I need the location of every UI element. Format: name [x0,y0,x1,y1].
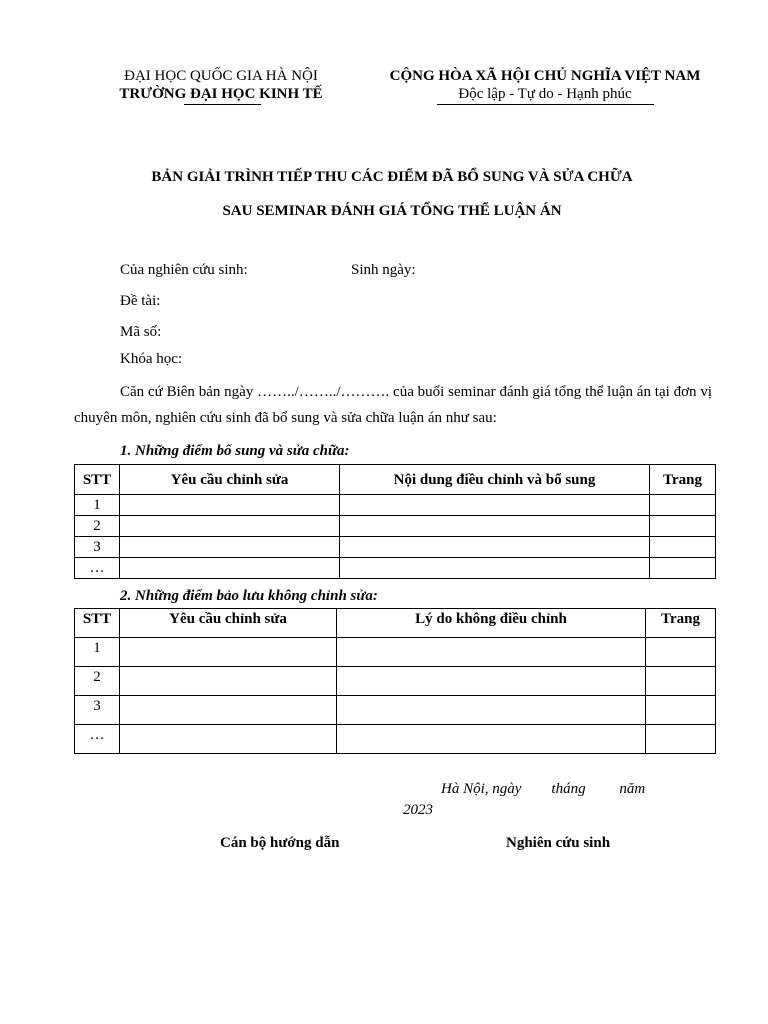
topic-label: Đề tài: [120,293,161,309]
page-cell[interactable] [650,516,716,537]
motto-underline [437,104,654,105]
request-cell[interactable] [120,537,340,558]
request-cell[interactable] [120,495,340,516]
reason-cell[interactable] [337,725,646,754]
table-row [75,725,716,754]
row-number: 1 [75,495,120,516]
university-name: ĐẠI HỌC QUỐC GIA HÀ NỘI [124,68,318,84]
course-label: Khóa học: [120,351,183,367]
request-cell[interactable] [120,558,340,579]
table-header-row [75,609,716,638]
reason-cell[interactable] [337,696,646,725]
code-label: Mã số: [120,324,162,340]
section-2-heading: 2. Những điểm bảo lưu không chỉnh sửa: [120,588,378,604]
row-number: 3 [75,537,120,558]
column-header-content: Nội dung điều chỉnh và bổ sung [340,465,650,495]
motto: Độc lập - Tự do - Hạnh phúc [458,86,632,102]
document-title-line-1: BẢN GIẢI TRÌNH TIẾP THU CÁC ĐIỂM ĐÃ BỔ SUNG VÀ SỬA CHỮA [151,169,633,185]
content-cell[interactable] [340,495,650,516]
table-row [75,516,716,537]
basis-paragraph: Căn cứ Biên bản ngày ……../……../………. của buổi seminar đánh giá tổng thể luận án tại đơn vị chuyên môn, nghiên cứu sinh đã bổ sung và sửa chữa luận án như sau: [74,384,712,426]
column-header-stt: STT [75,465,120,495]
student-signature-label: Nghiên cứu sinh [506,835,611,851]
student-label: Của nghiên cứu sinh: [120,262,248,278]
section-1-heading: 1. Những điểm bổ sung và sửa chữa: [120,443,350,459]
column-header-stt: STT [75,609,120,638]
date-year: 2023 [403,802,433,818]
table-row [75,537,716,558]
table-row [75,667,716,696]
column-header-request: Yêu cầu chỉnh sửa [120,609,337,638]
revisions-table [74,464,716,579]
table-header-row [75,465,716,495]
table-row [75,558,716,579]
request-cell[interactable] [120,638,337,667]
page-cell[interactable] [646,667,716,696]
column-header-page: Trang [650,465,716,495]
issuing-authority [96,67,346,103]
row-number: 2 [75,667,120,696]
request-cell[interactable] [120,696,337,725]
national-motto [360,67,730,103]
column-header-reason: Lý do không điều chỉnh [337,609,646,638]
supervisor-signature-label: Cán bộ hướng dẫn [220,835,340,851]
request-cell[interactable] [120,725,337,754]
column-header-page: Trang [646,609,716,638]
school-name-underline [184,104,261,105]
row-number: 2 [75,516,120,537]
birth-date-label: Sinh ngày: [351,262,416,278]
row-number: 3 [75,696,120,725]
content-cell[interactable] [340,537,650,558]
row-number: 1 [75,638,120,667]
reason-cell[interactable] [337,638,646,667]
place-date-line: Hà Nội, ngày tháng năm [441,781,646,797]
row-number: … [75,725,120,754]
table-row [75,495,716,516]
retained-points-table [74,608,716,754]
request-cell[interactable] [120,667,337,696]
row-number: … [75,558,120,579]
content-cell[interactable] [340,516,650,537]
page-cell[interactable] [650,495,716,516]
content-cell[interactable] [340,558,650,579]
column-header-request: Yêu cầu chỉnh sửa [120,465,340,495]
request-cell[interactable] [120,516,340,537]
table-row [75,638,716,667]
school-name: TRƯỜNG ĐẠI HỌC KINH TẾ [119,86,323,102]
page-cell[interactable] [650,537,716,558]
page-cell[interactable] [646,638,716,667]
country-name: CỘNG HÒA XÃ HỘI CHỦ NGHĨA VIỆT NAM [389,68,701,84]
page-cell[interactable] [646,725,716,754]
table-row [75,696,716,725]
document-title-line-2: SAU SEMINAR ĐÁNH GIÁ TỔNG THỂ LUẬN ÁN [222,203,562,219]
page-cell[interactable] [646,696,716,725]
reason-cell[interactable] [337,667,646,696]
page-cell[interactable] [650,558,716,579]
